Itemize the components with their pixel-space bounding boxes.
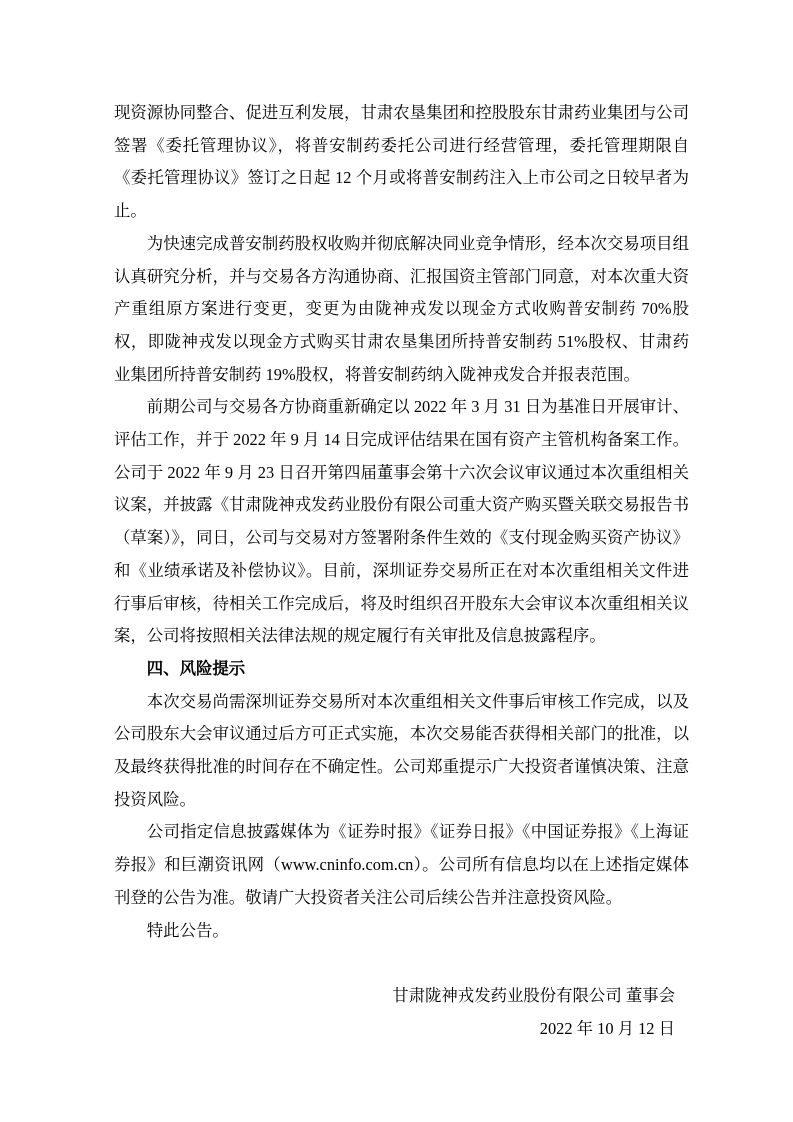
signature-block [114, 980, 689, 1045]
paragraph-closing: 特此公告。 [146, 920, 229, 940]
paragraph-progress: 前期公司与交易各方协商重新确定以 2022 年 3 月 31 日为基准日开展审计、评估工作，并于 2022 年 9 月 14 日完成评估结果在国有资产主管机构备案工作。公司于 2022 年 9 月 23 日召开第四届董事会第十六次会议审议通过本次重组相关议案，并披露《甘肃陇神戎发药业股份有限公司重大资产购买暨关联交易报告书（草案）》，同日，公司与交易对方签署附条件生效的《支付现金购买资产协议》和《业绩承诺及补偿协议》。目前，深圳证券交易所正在对本次重组相关文件进行事后审核，待相关工作完成后，将及时组织召开股东大会审议本次重组相关议案，公司将按照相关法律法规的规定履行有关审批及信息披露程序。 [114, 397, 689, 646]
signature-company: 甘肃陇神戎发药业股份有限公司 董事会 [392, 985, 675, 1005]
section-heading-risk: 四、风险提示 [146, 658, 246, 678]
paragraph-plan-change: 为快速完成普安制药股权收购并彻底解决同业竞争情形，经本次交易项目组认真研究分析，并与交易各方沟通协商、汇报国资主管部门同意，对本次重大资产重组原方案进行变更，变更为由陇神戎发以现金方式收购普安制药 70%股权，即陇神戎发以现金方式购买甘肃农垦集团所持普安制药 51%股权、甘肃药业集团所持普安制药 19%股权，将普安制药纳入陇神戎发合并报表范围。 [114, 233, 689, 384]
document-body [114, 97, 689, 1045]
paragraph-continuation: 现资源协同整合、促进互利发展，甘肃农垦集团和控股股东甘肃药业集团与公司签署《委托管理协议》，将普安制药委托公司进行经营管理，委托管理期限自《委托管理协议》签订之日起 12 个月或将普安制药注入上市公司之日较早者为止。 [114, 103, 689, 221]
paragraph-media: 公司指定信息披露媒体为《证券时报》《证券日报》《中国证券报》《上海证券报》和巨潮资讯网（www.cninfo.com.cn）。公司所有信息均以在上述指定媒体刊登的公告为准。敬请广大投资者关注公司后续公告并注意投资风险。 [114, 822, 689, 907]
signature-date: 2022 年 10 月 12 日 [539, 1018, 675, 1038]
paragraph-risk: 本次交易尚需深圳证券交易所对本次重组相关文件事后审核工作完成，以及公司股东大会审议通过后方可正式实施，本次交易能否获得相关部门的批准，以及最终获得批准的时间存在不确定性。公司郑重提示广大投资者谨慎决策、注意投资风险。 [114, 691, 689, 809]
